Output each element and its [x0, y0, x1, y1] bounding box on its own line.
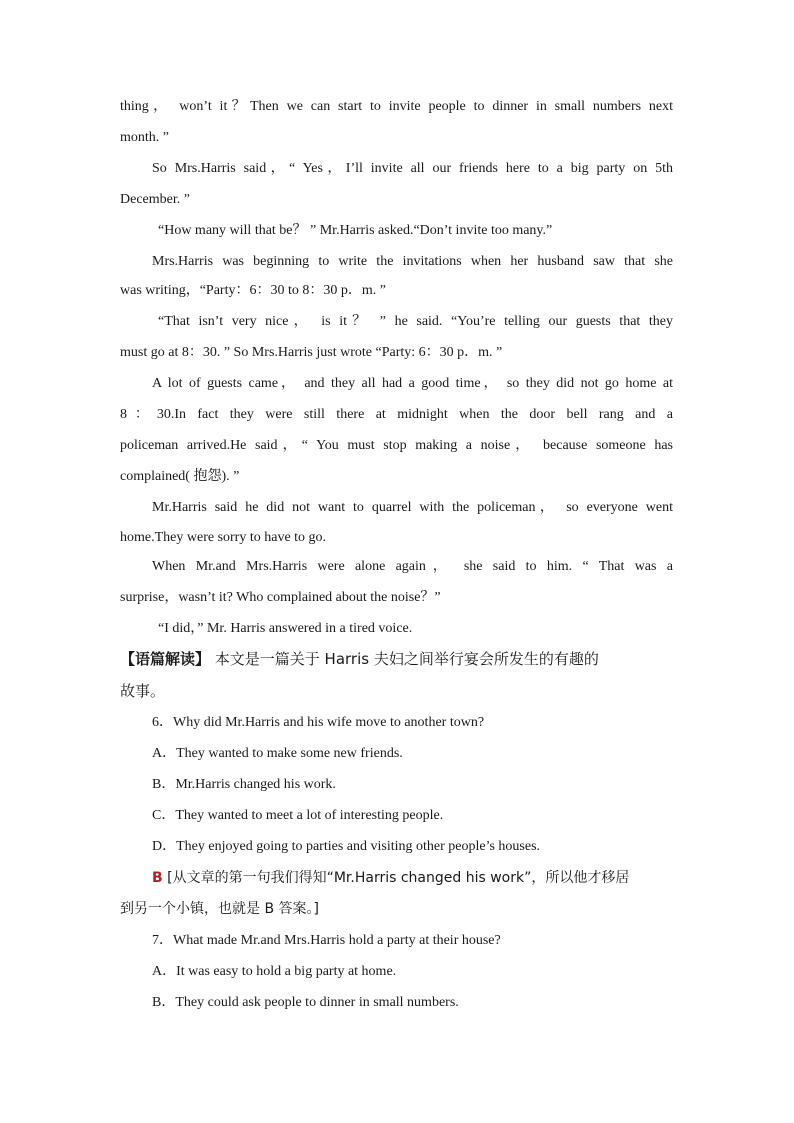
passage-line: thing， won’t it？Then we can start to invite people to dinner in small numbers next	[120, 99, 673, 114]
passage-line: So Mrs.Harris said，“ Yes，I’ll invite all our friends here to a big party on 5th	[152, 161, 673, 176]
passage-line: surprise，wasn’t it? Who complained about the noise？”	[120, 590, 441, 605]
summary-block	[120, 650, 673, 668]
passage-line: policeman arrived.He said，“ You must stop making a noise， because someone has	[120, 438, 673, 453]
explanation-text-continued: 到另一个小镇，也就是 B 答案。]	[120, 901, 319, 917]
passage-line: 8：30.In fact they were still there at midnight when the door bell rang and a	[120, 407, 673, 422]
passage-line: was writing，“Party：6：30 to 8：30 p．m. ”	[120, 283, 386, 298]
passage-line: A lot of guests came， and they all had a good time， so they did not go home at	[152, 376, 673, 391]
passage-line: When Mr.and Mrs.Harris were alone again， she said to him. “ That was a	[152, 559, 673, 574]
passage-line: must go at 8：30. ” So Mrs.Harris just wrote “Party: 6：30 p．m. ”	[120, 345, 503, 360]
passage-line: December. ”	[120, 192, 190, 207]
question-option: C．They wanted to meet a lot of interesting people.	[152, 808, 444, 823]
passage-line: “That isn’t very nice， is it？ ” he said. “You’re telling our guests that they	[158, 314, 673, 329]
question-option: A．It was easy to hold a big party at home.	[152, 964, 397, 979]
question-option: A．They wanted to make some new friends.	[152, 746, 403, 761]
summary-text-continued: 故事。	[120, 682, 166, 700]
question-stem: 7．What made Mr.and Mrs.Harris hold a party at their house?	[152, 933, 501, 948]
passage-line: month. ”	[120, 130, 169, 145]
passage-line: “I did，” Mr. Harris answered in a tired voice.	[158, 621, 413, 636]
answer-explanation	[152, 869, 629, 887]
passage-line: “How many will that be？ ” Mr.Harris asked.“Don’t invite too many.”	[158, 223, 553, 238]
question-option: B．Mr.Harris changed his work.	[152, 777, 336, 792]
summary-text: 本文是一篇关于 Harris 夫妇之间举行宴会所发生的有趣的	[210, 650, 599, 668]
question-option: B．They could ask people to dinner in small numbers.	[152, 995, 459, 1010]
summary-label: 【语篇解读】	[120, 650, 211, 668]
passage-line: home.They were sorry to have to go.	[120, 530, 327, 545]
question-option: D．They enjoyed going to parties and visiting other people’s houses.	[152, 839, 541, 854]
passage-line: complained( 抱怨). ”	[120, 469, 240, 484]
passage-line: Mr.Harris said he did not want to quarrel with the policeman， so everyone went	[152, 500, 673, 515]
question-stem: 6．Why did Mr.Harris and his wife move to another town?	[152, 715, 485, 730]
answer-letter: B	[152, 870, 163, 886]
explanation-text: [从文章的第一句我们得知“Mr.Harris changed his work”，所以他才移居	[162, 870, 630, 886]
passage-line: Mrs.Harris was beginning to write the invitations when her husband saw that she	[152, 254, 673, 269]
